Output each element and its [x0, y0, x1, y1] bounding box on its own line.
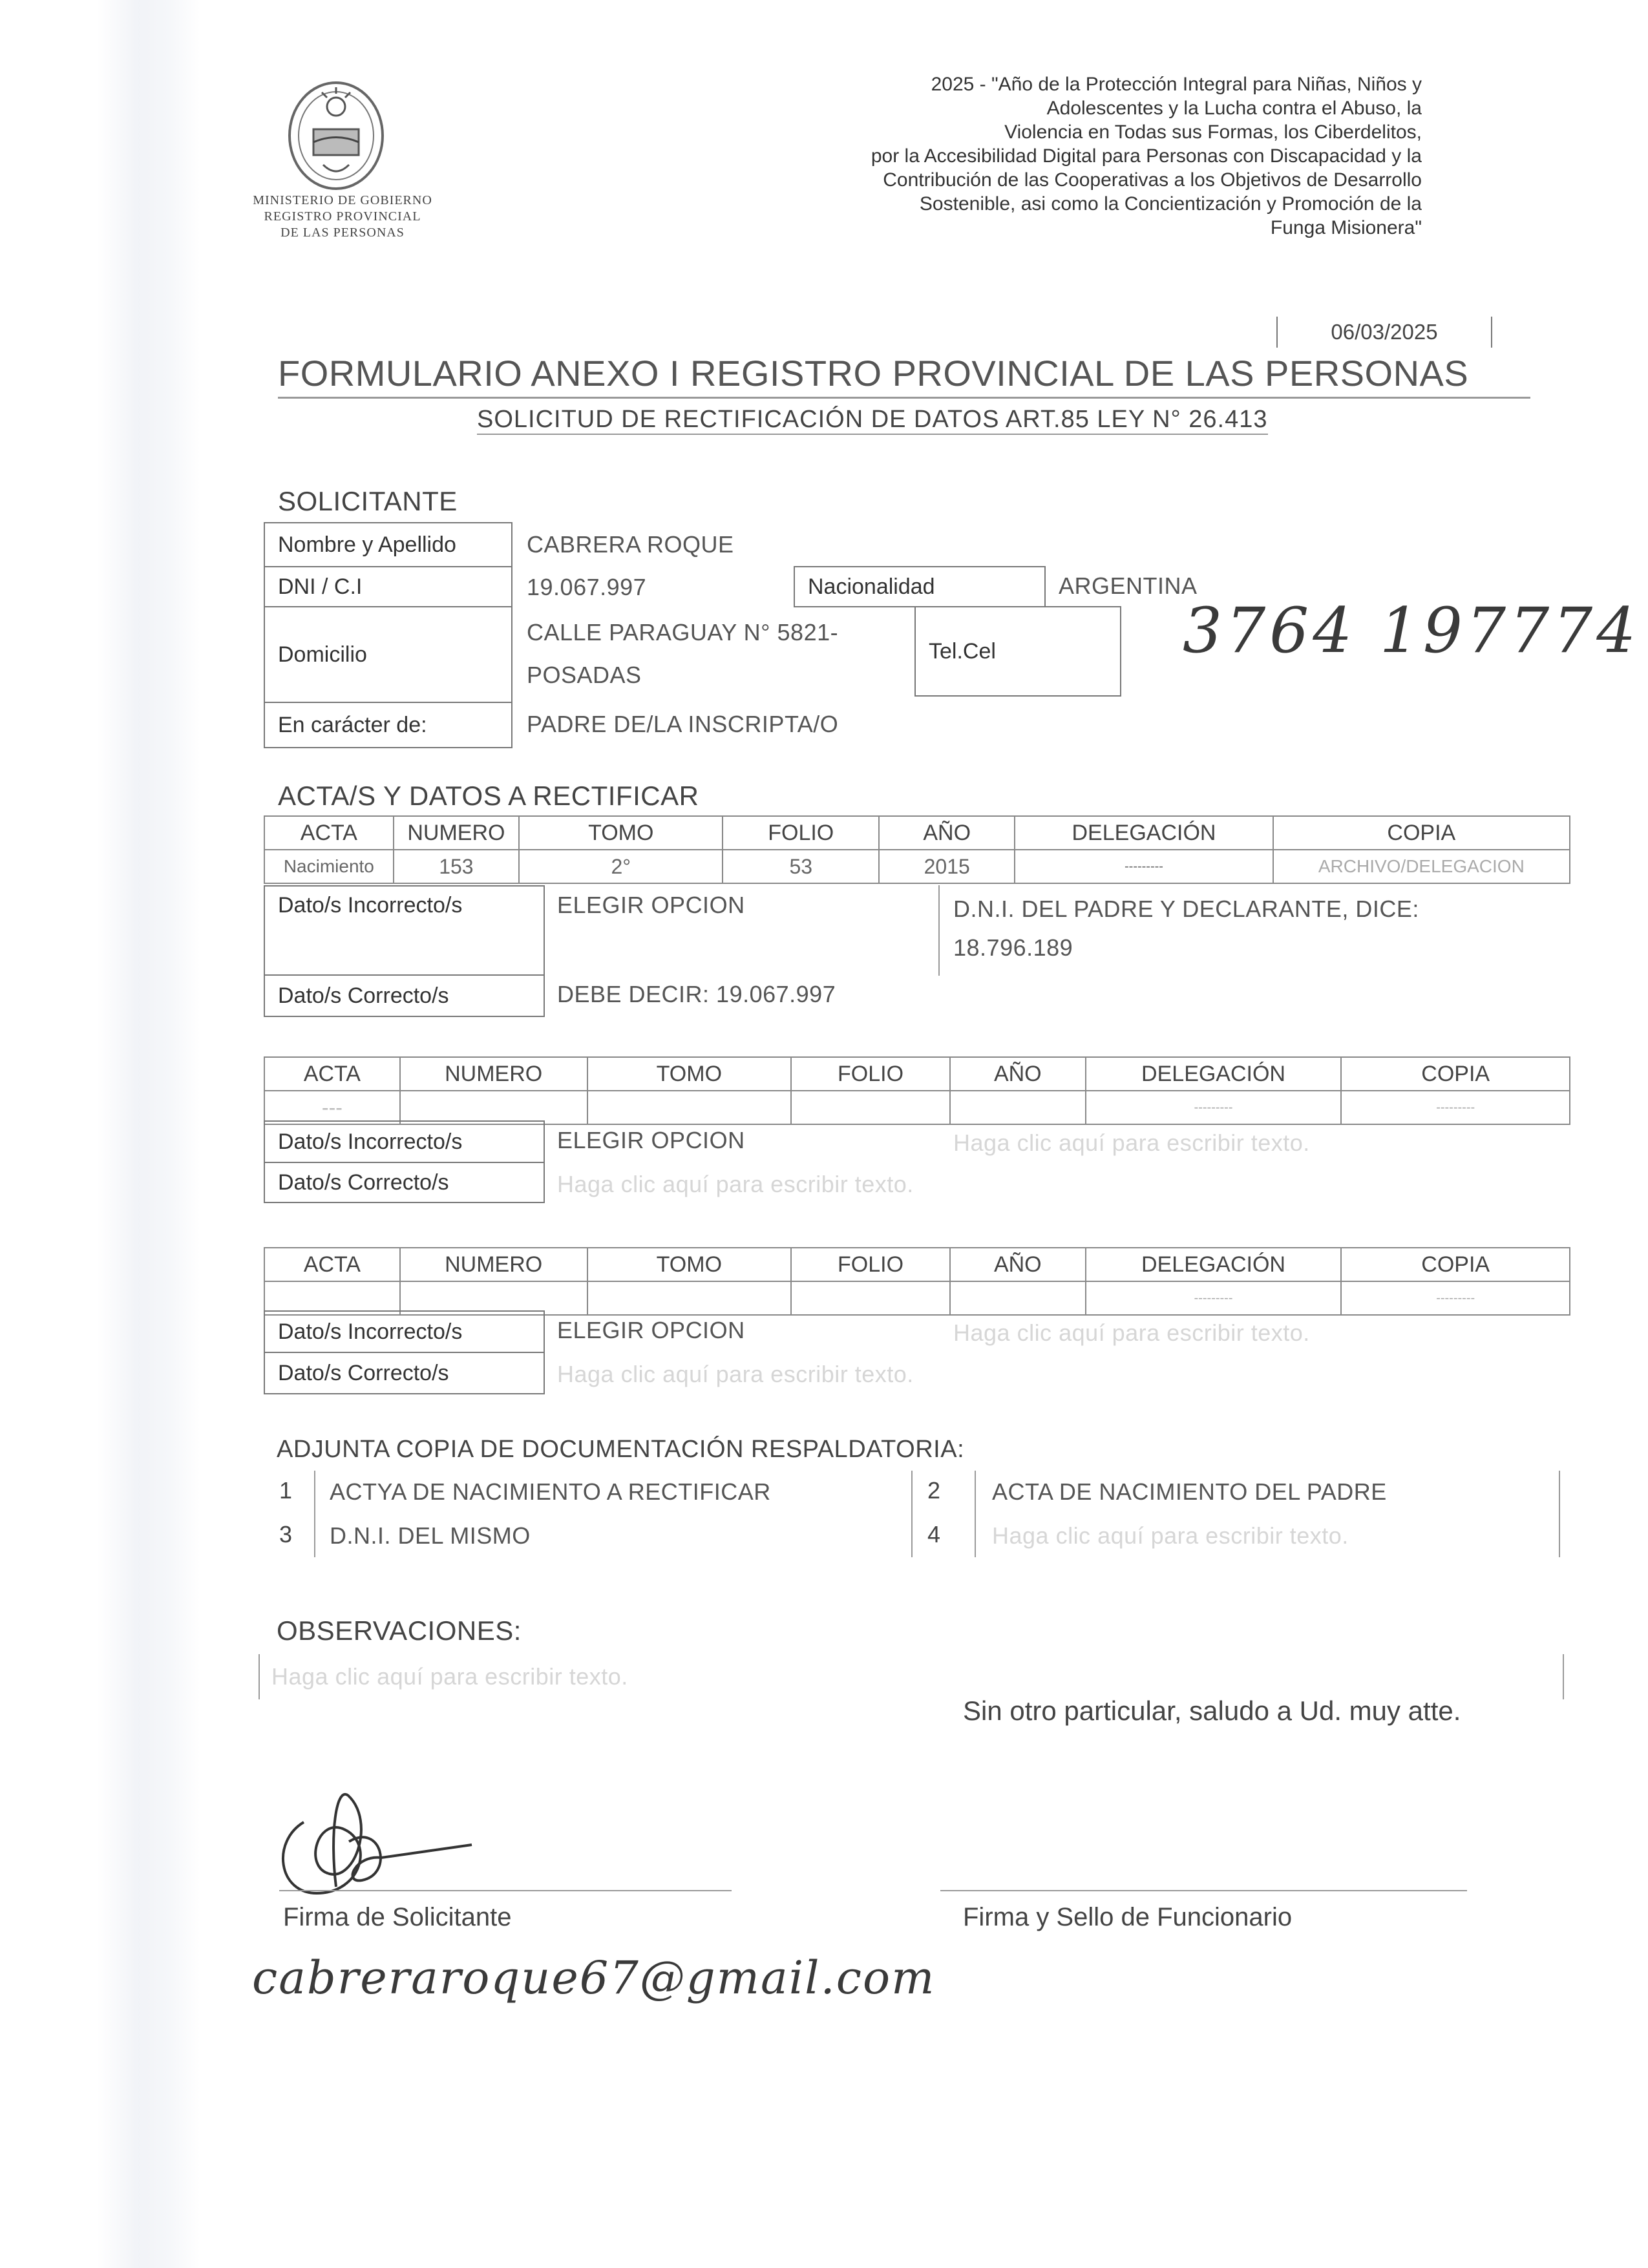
- col-delegacion: DELEGACIÓN: [1015, 816, 1273, 850]
- correct-label-3: Dato/s Correcto/s: [264, 1352, 545, 1394]
- divider: [1559, 1471, 1560, 1557]
- incorrect-label-1: Dato/s Incorrecto/s: [264, 885, 545, 976]
- col-copia: COPIA: [1341, 1248, 1570, 1281]
- anio-cell[interactable]: [950, 1281, 1086, 1315]
- attach-num-1: 1: [279, 1477, 293, 1504]
- tomo-cell[interactable]: [587, 1281, 792, 1315]
- col-anio: AÑO: [950, 1248, 1086, 1281]
- col-acta: ACTA: [264, 816, 394, 850]
- tomo-cell[interactable]: 2°: [519, 850, 723, 883]
- col-acta: ACTA: [264, 1057, 400, 1091]
- nacionalidad-label: Nacionalidad: [794, 566, 1046, 607]
- numero-cell[interactable]: 153: [394, 850, 519, 883]
- province-seal-icon: [278, 74, 394, 197]
- col-numero: NUMERO: [400, 1248, 587, 1281]
- incorrect-placeholder-3[interactable]: Haga clic aquí para escribir texto.: [953, 1319, 1310, 1346]
- motto-line: 2025 - "Año de la Protección Integral para Niñas, Niños y: [931, 74, 1422, 95]
- divider: [911, 1471, 913, 1557]
- motto-line: Funga Misionera": [1270, 217, 1422, 238]
- incorrect-text-1a[interactable]: D.N.I. DEL PADRE Y DECLARANTE, DICE:: [953, 896, 1419, 922]
- divider: [314, 1471, 315, 1557]
- col-anio: AÑO: [879, 816, 1015, 850]
- telcel-label: Tel.Cel: [914, 606, 1121, 697]
- correct-label-1: Dato/s Correcto/s: [264, 974, 545, 1017]
- col-tomo: TOMO: [587, 1057, 792, 1091]
- acta-table-3: [264, 1247, 1570, 1316]
- telcel-handwritten[interactable]: 3764 197774: [1183, 594, 1640, 667]
- dni-label: DNI / C.I: [264, 566, 512, 607]
- scan-shading: [97, 0, 200, 2268]
- acta-cell[interactable]: ---: [264, 1091, 400, 1124]
- form-title: FORMULARIO ANEXO I REGISTRO PROVINCIAL DE LAS PERSONAS: [278, 352, 1530, 399]
- section-adjunta: ADJUNTA COPIA DE DOCUMENTACIÓN RESPALDATORIA:: [277, 1436, 965, 1463]
- attach-num-3: 3: [279, 1521, 293, 1548]
- attach-num-4: 4: [927, 1521, 941, 1548]
- acta-cell[interactable]: Nacimiento: [264, 850, 394, 883]
- dni-field[interactable]: 19.067.997: [527, 574, 647, 600]
- col-copia: COPIA: [1273, 816, 1570, 850]
- section-solicitante: SOLICITANTE: [278, 486, 458, 516]
- signature-line-funcionario: [940, 1890, 1467, 1891]
- copia-cell[interactable]: ---------: [1341, 1091, 1570, 1124]
- delegacion-cell[interactable]: ---------: [1086, 1281, 1342, 1315]
- divider: [1563, 1654, 1564, 1699]
- name-label: Nombre y Apellido: [264, 522, 512, 567]
- domicilio-line-1[interactable]: CALLE PARAGUAY N° 5821-: [527, 619, 839, 646]
- col-numero: NUMERO: [394, 816, 519, 850]
- col-acta: ACTA: [264, 1248, 400, 1281]
- correct-placeholder-3[interactable]: Haga clic aquí para escribir texto.: [557, 1361, 914, 1387]
- domicilio-line-2[interactable]: POSADAS: [527, 662, 642, 688]
- col-delegacion: DELEGACIÓN: [1086, 1248, 1342, 1281]
- name-field[interactable]: CABRERA ROQUE: [527, 531, 734, 558]
- correct-placeholder-2[interactable]: Haga clic aquí para escribir texto.: [557, 1171, 914, 1197]
- incorrect-label-3: Dato/s Incorrecto/s: [264, 1310, 545, 1353]
- col-delegacion: DELEGACIÓN: [1086, 1057, 1342, 1091]
- incorrect-placeholder-2[interactable]: Haga clic aquí para escribir texto.: [953, 1129, 1310, 1156]
- motto-line: Adolescentes y la Lucha contra el Abuso, la: [1046, 98, 1422, 119]
- delegacion-cell[interactable]: ---------: [1086, 1091, 1342, 1124]
- divider: [259, 1654, 260, 1699]
- acta-table-1: [264, 815, 1570, 884]
- col-tomo: TOMO: [519, 816, 723, 850]
- attach-num-2: 2: [927, 1477, 941, 1504]
- firma-solicitante-label: Firma de Solicitante: [283, 1903, 512, 1931]
- section-actas: ACTA/S Y DATOS A RECTIFICAR: [278, 781, 699, 811]
- folio-cell[interactable]: 53: [723, 850, 879, 883]
- choose-option-3[interactable]: ELEGIR OPCION: [557, 1317, 745, 1343]
- col-folio: FOLIO: [791, 1248, 950, 1281]
- domicilio-label: Domicilio: [264, 606, 512, 703]
- correct-text-1[interactable]: DEBE DECIR: 19.067.997: [557, 981, 836, 1007]
- copia-cell[interactable]: ARCHIVO/DELEGACION: [1273, 850, 1570, 883]
- section-observaciones: OBSERVACIONES:: [277, 1615, 522, 1646]
- motto-line: Contribución de las Cooperativas a los Objetivos de Desarrollo: [883, 169, 1422, 191]
- col-folio: FOLIO: [723, 816, 879, 850]
- numero-cell[interactable]: [400, 1091, 587, 1124]
- year-motto: [679, 72, 1422, 240]
- col-tomo: TOMO: [587, 1248, 792, 1281]
- motto-line: Sostenible, asi como la Concientización y Promoción de la: [919, 193, 1422, 215]
- signature-line-solicitante: [279, 1890, 732, 1891]
- email-handwritten: cabreraroque67@gmail.com: [252, 1951, 936, 2004]
- choose-option-2[interactable]: ELEGIR OPCION: [557, 1127, 745, 1153]
- attach-text-2[interactable]: ACTA DE NACIMIENTO DEL PADRE: [992, 1478, 1387, 1505]
- handwritten-signature: [265, 1783, 478, 1913]
- caracter-field[interactable]: PADRE DE/LA INSCRIPTA/O: [527, 711, 839, 737]
- caracter-label: En carácter de:: [264, 702, 512, 748]
- observaciones-field[interactable]: Haga clic aquí para escribir texto.: [271, 1663, 628, 1690]
- choose-option-1[interactable]: ELEGIR OPCION: [557, 892, 745, 918]
- attach-text-1[interactable]: ACTYA DE NACIMIENTO A RECTIFICAR: [330, 1478, 771, 1505]
- copia-cell[interactable]: ---------: [1341, 1281, 1570, 1315]
- acta-table-2: [264, 1056, 1570, 1125]
- divider: [975, 1471, 976, 1557]
- incorrect-text-1b[interactable]: 18.796.189: [953, 934, 1073, 961]
- ministry-line: DE LAS PERSONAS: [280, 226, 405, 240]
- motto-line: por la Accesibilidad Digital para Personas con Discapacidad y la: [871, 145, 1422, 167]
- col-copia: COPIA: [1341, 1057, 1570, 1091]
- form-subtitle: SOLICITUD DE RECTIFICACIÓN DE DATOS ART.85 LEY N° 26.413: [477, 406, 1268, 435]
- anio-cell[interactable]: 2015: [879, 850, 1015, 883]
- delegacion-cell[interactable]: ---------: [1015, 850, 1273, 883]
- ministry-line: MINISTERIO DE GOBIERNO: [253, 193, 432, 207]
- nacionalidad-field[interactable]: ARGENTINA: [1059, 572, 1198, 599]
- closing-text: Sin otro particular, saludo a Ud. muy atte.: [963, 1696, 1461, 1726]
- ministry-line: REGISTRO PROVINCIAL: [264, 209, 421, 224]
- anio-cell[interactable]: [950, 1091, 1086, 1124]
- motto-line: Violencia en Todas sus Formas, los Ciberdelitos,: [1004, 121, 1422, 143]
- date-field[interactable]: 06/03/2025: [1276, 317, 1492, 348]
- correct-label-2: Dato/s Correcto/s: [264, 1162, 545, 1203]
- folio-cell[interactable]: [791, 1091, 950, 1124]
- divider: [938, 885, 940, 976]
- incorrect-label-2: Dato/s Incorrecto/s: [264, 1120, 545, 1163]
- col-anio: AÑO: [950, 1057, 1086, 1091]
- col-folio: FOLIO: [791, 1057, 950, 1091]
- col-numero: NUMERO: [400, 1057, 587, 1091]
- firma-funcionario-label: Firma y Sello de Funcionario: [963, 1903, 1293, 1931]
- attach-text-3[interactable]: D.N.I. DEL MISMO: [330, 1522, 531, 1549]
- ministry-block: [233, 193, 452, 241]
- attach-text-4[interactable]: Haga clic aquí para escribir texto.: [992, 1522, 1349, 1549]
- folio-cell[interactable]: [791, 1281, 950, 1315]
- tomo-cell[interactable]: [587, 1091, 792, 1124]
